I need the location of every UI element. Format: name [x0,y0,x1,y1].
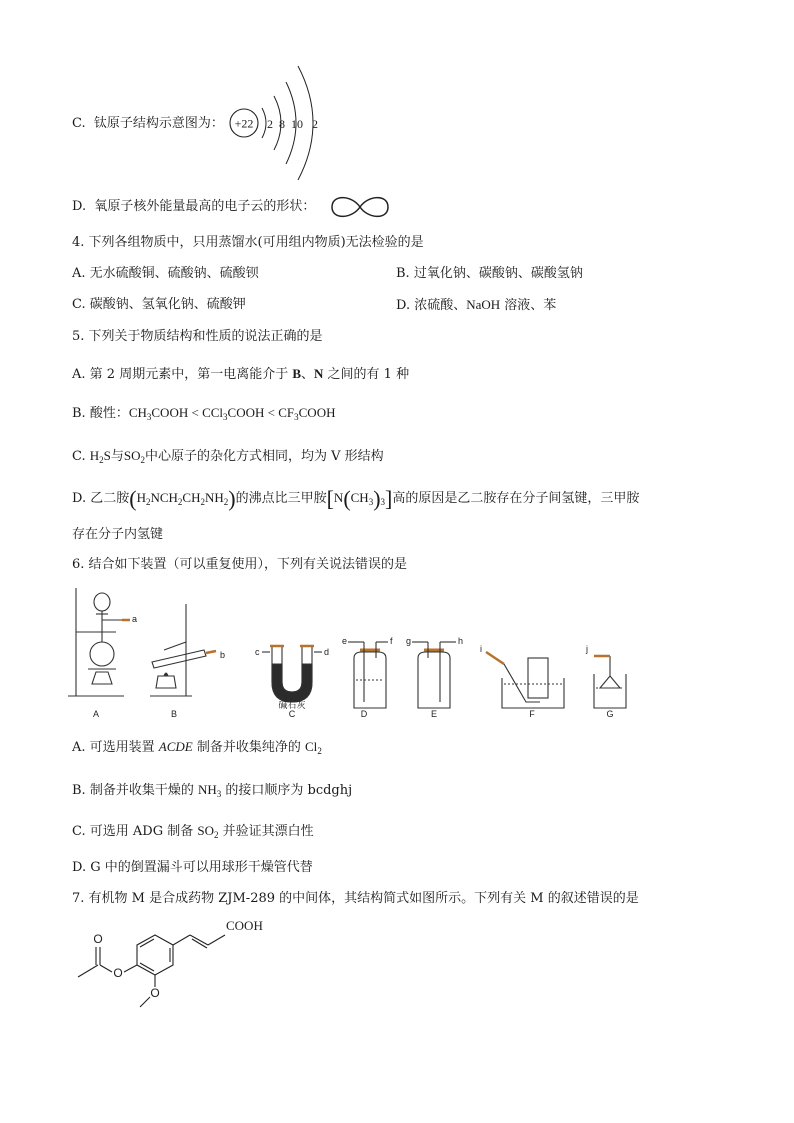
soda-lime-label: 碱石灰 [278,700,306,710]
shell-count-4: 2 [312,117,318,131]
q5-option-b-pre: B. 酸性： [72,406,129,421]
q3-option-c-text: 钛原子结构示意图为： [93,116,224,131]
boron-symbol: B [292,366,301,381]
q5-option-d-line2: 存在分子内氢键 [72,527,164,542]
port-label-c: c [255,647,260,657]
nitrogen-symbol: N [314,366,324,381]
apparatus-label-f: F [529,709,535,719]
q7-stem: 7. 有机物 M 是合成药物 ZJM-289 的中间体，其结构简式如图所示。下列有关 M 的叙述错误的是 [72,891,639,906]
shell-arc-1 [262,108,266,138]
so2-formula: $SO_2$ [123,448,146,465]
q3-option-d [72,198,315,216]
q4-option-d-post: 溶液、苯 [500,298,557,313]
q5-option-a-pre: A. 第 2 周期元素中，第一电离能介于 [72,367,293,382]
lab-apparatus-figure [64,584,644,724]
q6-option-a-mid: 制备并收集纯净的 [192,740,306,755]
shell-count-2: 8 [279,117,285,131]
less-than-sign-1: < [188,405,203,420]
q6-option-d: D. G 中的倒置漏斗可以用球形干燥管代替 [72,860,313,875]
naoh-formula: NaOH [466,297,501,312]
less-than-sign-2: < [264,405,279,420]
methoxy-oxygen-label: O [150,986,160,1000]
q5-option-d-pre: D. 乙二胺 [72,491,130,506]
q6-option-c-pre: C. 可选用 ADG 制备 [72,824,198,839]
apparatus-label-c: C [288,709,296,719]
port-label-i: i [480,644,482,654]
nucleus-charge: +22 [234,116,254,131]
q3-option-d-text: 氧原子核外能量最高的电子云的形状： [94,199,316,214]
q3-option-d-prefix: D. [72,199,87,214]
acid-formula-ch3cooh: $CH_3COOH$ [128,405,189,422]
q6-stem: 6. 结合如下装置（可以重复使用），下列有关说法错误的是 [72,557,408,572]
q6-option-b-pre: B. 制备并收集干燥的 [72,783,198,798]
apparatus-label-b: B [170,709,178,719]
apparatus-c [262,646,322,702]
q6-option-a-pre: A. 可选用装置 [72,740,159,755]
acid-formula-ccl3cooh: CCl$_3$COOH [202,405,265,422]
ester-oxygen-label: O [113,966,123,980]
port-label-d: d [324,647,330,657]
port-label-b: b [220,650,226,660]
q6-option-b-post: 的接口顺序为 bcdghj [221,783,353,798]
q4-option-a: A. 无水硫酸铜、硫酸钠、硫酸钡 [72,266,259,281]
q5-option-a [72,365,409,384]
apparatus-label-e: E [430,709,438,719]
carbonyl-oxygen-label: O [93,932,103,946]
q3-option-c-prefix: C. [72,116,86,131]
q5-stem: 5. 下列关于物质结构和性质的说法正确的是 [72,329,323,344]
q6-option-c-post: 并验证其漂白性 [218,824,314,839]
h2s-formula: $H_2S$ [89,448,111,465]
apparatus-b [150,604,216,696]
q5-option-d-post: 高的原因是乙二胺存在分子间氢键，三甲胺 [392,491,640,506]
port-label-h: h [458,636,464,646]
apparatus-e [412,642,456,708]
q4-option-c: C. 碳酸钠、氢氧化钠、硫酸钾 [72,297,246,312]
shell-count-1: 2 [267,117,273,131]
port-label-g: g [406,636,412,646]
acid-formula-cf3cooh: $CF_3COOH$ [278,405,336,422]
apparatus-a [68,588,130,696]
apparatus-label-d: D [360,709,368,719]
q4-option-d-pre: D. 浓硫酸、 [396,298,467,313]
q5-option-c-pre: C. [72,449,90,464]
q5-option-c-and: 与 [110,449,124,464]
apparatus-d [348,642,388,708]
q5-option-c [72,447,384,469]
q6-option-c [72,822,314,844]
q5-option-d [72,486,640,511]
shell-count-3: 10 [291,117,303,131]
port-label-e: e [342,636,348,646]
q5-option-c-post: 中心原子的杂化方式相同，均为 V 形结构 [145,449,384,464]
q6-option-a [72,738,322,760]
q4-option-d [396,296,556,315]
q6-option-a-apparatus: ACDE [158,739,193,754]
so2-formula-q6: $SO_2$ [197,823,219,840]
q5-option-a-post: 之间的有 1 种 [323,367,410,382]
port-label-f: f [390,636,393,646]
apparatus-g [594,656,626,708]
nh3-formula: $NH_3$ [197,782,222,799]
q4-stem: 4. 下列各组物质中，只用蒸馏水(可用组内物质)无法检验的是 [72,235,424,250]
port-label-j: j [586,644,588,654]
q6-option-b [72,781,352,803]
apparatus-label-g: G [606,709,614,719]
apparatus-label-a: A [92,709,100,719]
q3-option-c [72,115,224,133]
q5-option-b [72,404,335,426]
q5-option-a-sep: 、 [301,367,315,382]
q5-option-d-mid: 的沸点比三甲胺 [235,491,327,506]
port-label-a: a [132,614,138,624]
ethylenediamine-formula: $(H_2NCH_2CH_2NH_2)$ [129,486,236,511]
apparatus-f [486,652,564,708]
cooh-label: COOH [226,918,263,933]
q4-option-b: B. 过氧化钠、碳酸钠、碳酸氢钠 [396,266,583,281]
p-orbital-icon [328,192,392,222]
cl2-formula: $Cl_2$ [305,739,322,756]
trimethylamine-formula: $[N(CH_3)_3]$ [326,486,393,511]
titanium-atom-diagram [228,62,328,184]
molecule-m-structure [70,915,290,1019]
